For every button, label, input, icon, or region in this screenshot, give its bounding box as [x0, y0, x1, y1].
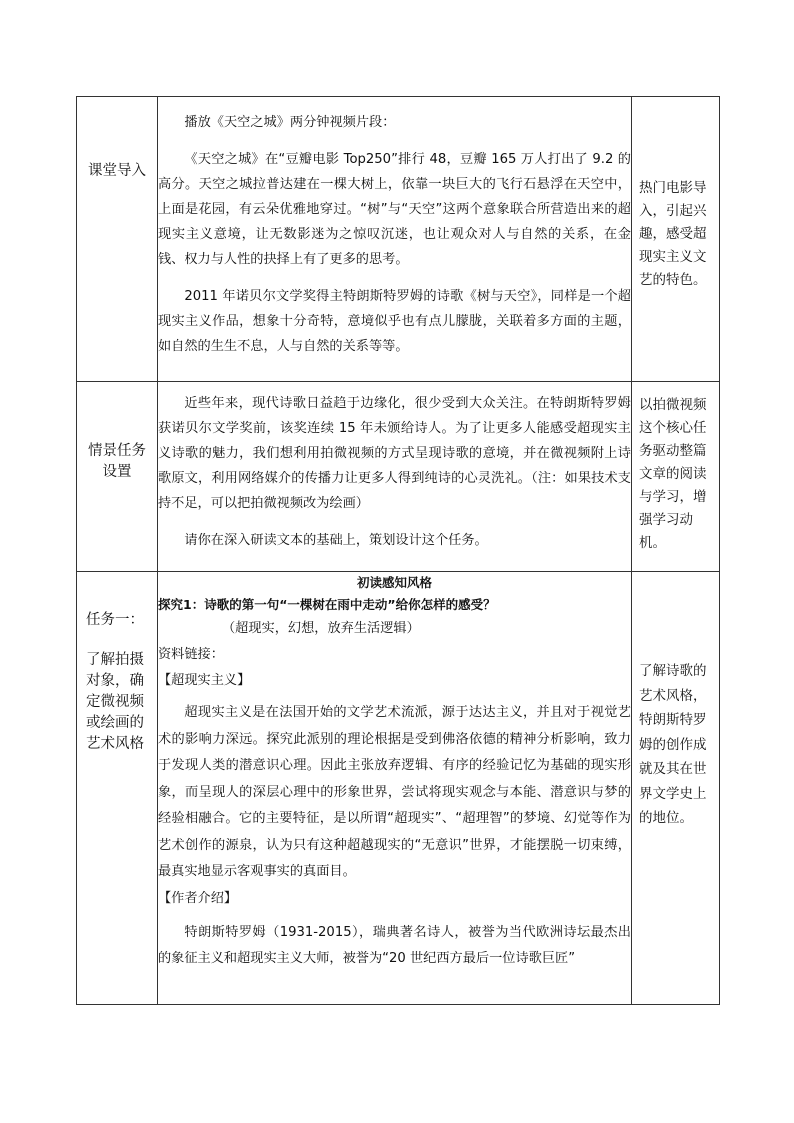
- teaching-note: 了解诗歌的艺术风格，特朗斯特罗姆的创作成就及其在世界文学史上的地位。: [639, 663, 707, 826]
- paragraph: 超现实主义是在法国开始的文学艺术流派，源于达达主义，并且对于视觉艺术的影响力深远。探究此派别的理论根据是受到佛洛依德的精神分析影响，致力于发现人类的潜意识心理。因此主张放弃逻辑、有序的经验记忆为基础的现实形象，而呈现人的深层心理中的形象世界，尝试将现实观念与本能、潜意识与梦的经验相融合。它的主要特征，是以所谓“超现实”、“超理智”的梦境、幻觉等作为艺术创作的源泉，认为只有这种超越现实的“无意识”世界，才能摆脱一切束缚，最真实地显示客观事实的真面目。: [158, 705, 631, 879]
- paragraph: 《天空之城》在“豆瓣电影 Top250”排行 48，豆瓣 165 万人打出了 9.2 的高分。天空之城拉普达建在一棵大树上，依靠一块巨大的飞行石悬浮在天空中，上面是花园，有云朵优雅地穿过。“树”与“天空”这两个意象联合所营造出来的超现实主义意境，让无数影迷为之惊叹沉迷，也让观众对人与自然的关系，在金钱、权力与人性的抉择上有了更多的思考。: [158, 152, 631, 267]
- row-scenario-task: [77, 382, 720, 572]
- paragraph: 2011 年诺贝尔文学奖得主特朗斯特罗姆的诗歌《树与天空》，同样是一个超现实主义作品，想象十分奇特，意境似乎也有点儿朦胧，关联着多方面的主题，如自然的生生不息，人与自然的关系等等。: [158, 289, 631, 354]
- subsection-title: 【作者介绍】: [158, 890, 238, 906]
- row-task-one: [77, 572, 720, 1005]
- subsection-title: 【超现实主义】: [158, 673, 251, 688]
- row-class-intro: [77, 97, 720, 382]
- note-cell: [632, 572, 720, 1005]
- inquiry-answer: （超现实，幻想，放弃生活逻辑）: [222, 621, 420, 636]
- row-label-cell: [77, 97, 158, 382]
- row-label: 情景任务: [88, 443, 146, 459]
- paragraph: 特朗斯特罗姆（1931-2015），瑞典著名诗人，被誉为当代欧洲诗坛最杰出的象征主义和超现实主义大师，被誉为“20 世纪西方最后一位诗歌巨匠”: [158, 924, 631, 966]
- paragraph: 请你在深入研读文本的基础上，策划设计这个任务。: [184, 533, 488, 548]
- row-label: 设置: [102, 464, 132, 480]
- content-cell: [158, 572, 632, 1005]
- inquiry-question: 探究1：诗歌的第一句“一棵树在雨中走动”给你怎样的感受？: [158, 597, 496, 612]
- section-heading: 初读感知风格: [356, 575, 432, 590]
- note-cell: [632, 382, 720, 572]
- content-cell: [158, 97, 632, 382]
- note-cell: [632, 97, 720, 382]
- paragraph: 近些年来，现代诗歌日益趋于边缘化，很少受到大众关注。在特朗斯特罗姆获诺贝尔文学奖前，该奖连续 15 年未颁给诗人。为了让更多人能感受超现实主义诗歌的魅力，我们想利用拍微视频的方式呈现诗歌的意境，并在微视频附上诗歌原文，利用网络媒介的传播力让更多人得到纯诗的心灵洗礼。（注：如果技术支持不足，可以把拍微视频改为绘画）: [158, 396, 631, 511]
- row-label-cell: [77, 572, 158, 1005]
- resource-label: 资料链接：: [158, 647, 224, 662]
- task-title: 任务一：: [86, 612, 144, 628]
- row-label-cell: [77, 382, 158, 572]
- lesson-plan-table: [76, 96, 720, 1005]
- paragraph: 播放《天空之城》两分钟视频片段：: [184, 115, 396, 130]
- row-label: 课堂导入: [88, 163, 146, 179]
- teaching-note: 以拍微视频这个核心任务驱动整篇文章的阅读与学习，增强学习动机。: [639, 397, 707, 551]
- teaching-note: 热门电影导入，引起兴趣，感受超现实主义文艺的特色。: [639, 180, 707, 288]
- content-cell: [158, 382, 632, 572]
- task-description: 了解拍摄对象，确定微视频或绘画的艺术风格: [86, 652, 144, 752]
